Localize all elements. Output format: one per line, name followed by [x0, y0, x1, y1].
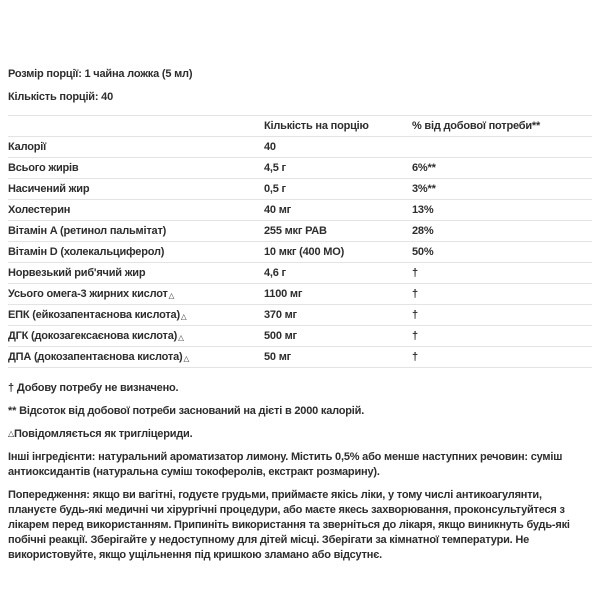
table-row [8, 305, 592, 326]
nutrient-name: Холестерин [8, 204, 71, 216]
nutrient-amount: 0,5 г [264, 183, 286, 195]
nutrient-amount: 50 мг [264, 351, 292, 363]
triangle-marker: △ [183, 354, 190, 363]
nutrient-amount: 10 мкг (400 МО) [264, 246, 345, 258]
header-amount-label: Кількість на порцію [264, 120, 369, 132]
nutrient-dv: 13% [412, 204, 434, 216]
footnotes-section [8, 381, 592, 563]
triangle-marker: △ [178, 333, 184, 342]
nutrient-name: Насичений жир [8, 183, 90, 195]
table-row [8, 242, 592, 263]
footnote-triangle [8, 427, 592, 442]
nutrient-dv: † [412, 330, 418, 342]
header-dv-label: % від добової потреби** [412, 120, 541, 132]
table-row [8, 326, 592, 347]
nutrient-name: Усього омега-3 жирних кислот [8, 288, 168, 300]
serving-size-text: Розмір порції: 1 чайна ложка (5 мл) [8, 68, 193, 80]
table-row [8, 263, 592, 284]
nutrient-name: Калорії [8, 141, 46, 153]
nutrient-amount: 500 мг [264, 330, 297, 342]
nutrient-amount: 40 [264, 141, 276, 153]
nutrient-name: Вітамін D (холекальциферол) [8, 246, 165, 258]
footnote-text: Повідомляється як тригліцериди. [13, 428, 193, 440]
footnote-text: Добову потребу не визначено. [16, 382, 179, 394]
table-row [8, 284, 592, 305]
nutrient-amount: 40 мг [264, 204, 292, 216]
footnote-percent [8, 404, 592, 419]
warning-text: Попередження: якщо ви вагітні, годуєте грудьми, приймаєте якісь ліки, у тому числі антикоагулянти, плануєте будь-які медичні чи хірургічні процедури, або маєте якесь захворювання, проконсультуйтеся з лікарем перед використанням. Припиніть використання та зверніться до лікаря, якщо виникнуть будь-які побічні реакції. Зберігайте у недоступному для дітей місці. Зберігати за кімнатної температури. Не використовуйте, якщо ущільнення під кришкою зламано або відсутнє. [8, 489, 570, 561]
table-row [8, 179, 592, 200]
nutrient-name: ЕПК (ейкозапентаєнова кислота) [8, 309, 180, 321]
nutrient-amount: 4,6 г [264, 267, 286, 279]
nutrient-dv: 50% [412, 246, 434, 258]
nutrient-dv: 28% [412, 225, 434, 237]
servings-count-text: Кількість порцій: 40 [8, 91, 114, 103]
nutrient-dv: 6%** [412, 162, 436, 174]
footnote-daily-value [8, 381, 592, 396]
nutrient-name: Вітамін A (ретинол пальмітат) [8, 225, 167, 237]
nutrient-amount: 255 мкг РАВ [264, 225, 327, 237]
table-row [8, 158, 592, 179]
nutrient-name: Норвезький риб'ячий жир [8, 267, 146, 279]
nutrient-name: ДПА (докозапентаєнова кислота) [8, 351, 183, 363]
nutrient-name: Всього жирів [8, 162, 79, 174]
nutrient-dv: † [412, 288, 418, 300]
nutrient-dv: 3%** [412, 183, 436, 195]
nutrient-amount: 4,5 г [264, 162, 286, 174]
triangle-marker: △ [180, 312, 187, 321]
nutrient-name: ДГК (докозагексаєнова кислота) [8, 330, 178, 342]
table-row [8, 200, 592, 221]
table-row [8, 137, 592, 158]
nutrition-table [8, 115, 592, 368]
table-row [8, 347, 592, 368]
nutrient-amount: 370 мг [264, 309, 297, 321]
nutrient-dv: † [412, 351, 418, 363]
nutrient-dv: † [412, 309, 418, 321]
nutrient-amount: 1100 мг [264, 288, 303, 300]
table-row [8, 221, 592, 242]
nutrient-dv: † [412, 267, 418, 279]
double-asterisk-marker: ** [8, 405, 17, 417]
triangle-marker: △ [8, 429, 14, 438]
triangle-marker: △ [168, 291, 175, 300]
dagger-marker: † [8, 382, 14, 394]
footnote-text: Відсоток від добової потреби заснований на дієті в 2000 калорій. [19, 405, 365, 417]
table-header-row [8, 116, 592, 137]
other-ingredients-text: Інші інгредієнти: натуральний ароматизатор лимону. Містить 0,5% або менше наступних речовин: суміш антиоксидантів (натуральна суміш токоферолів, екстракт розмарину). [8, 451, 563, 478]
